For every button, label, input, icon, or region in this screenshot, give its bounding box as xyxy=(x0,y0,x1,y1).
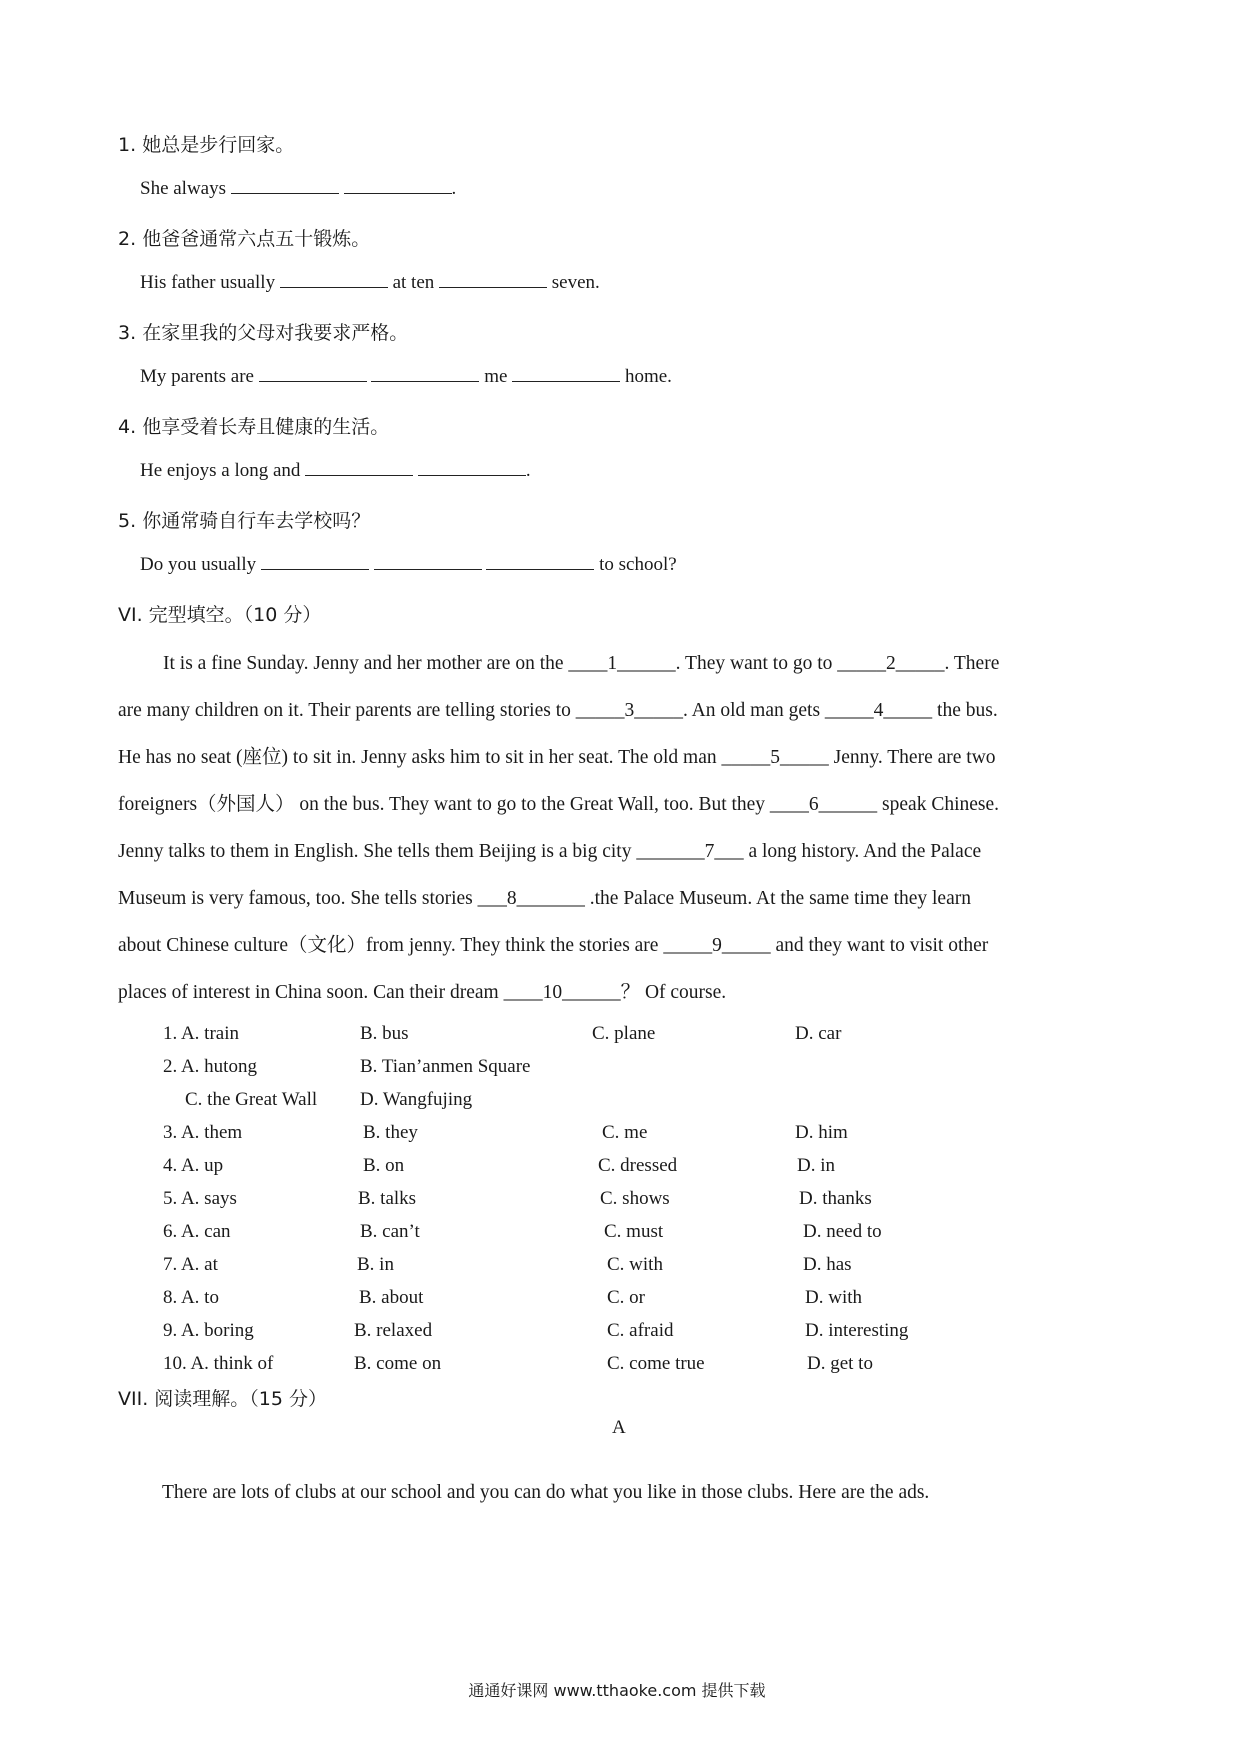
option-a[interactable]: A. says xyxy=(180,1188,237,1209)
option-a[interactable]: A. train xyxy=(180,1023,239,1044)
question-1-answer: She always . xyxy=(140,178,457,199)
option-c[interactable]: C. shows xyxy=(600,1188,670,1209)
passage-line: Museum is very famous, too. She tells stories ___8_______ .the Palace Museum. At the same time they learn xyxy=(118,888,971,909)
question-4-prompt: 4. 他享受着长寿且健康的生活。 xyxy=(118,416,390,438)
question-1-prompt: 1. 她总是步行回家。 xyxy=(118,134,295,156)
question-3-answer: My parents are me home. xyxy=(140,366,672,387)
passage-line: are many children on it. Their parents are telling stories to _____3_____. An old man gets _____4_____ the bus. xyxy=(118,700,998,721)
question-2-prompt: 2. 他爸爸通常六点五十锻炼。 xyxy=(118,228,371,250)
option-a[interactable]: A. them xyxy=(180,1122,243,1143)
section-6-title: VI. 完型填空。（10 分） xyxy=(118,604,322,626)
option-a[interactable]: A. think of xyxy=(190,1353,274,1374)
answer-blank[interactable] xyxy=(512,381,620,382)
option-b[interactable]: B. about xyxy=(359,1287,424,1308)
answer-blank[interactable] xyxy=(344,193,452,194)
option-a[interactable]: A. boring xyxy=(180,1320,254,1341)
option-c[interactable]: C. the Great Wall xyxy=(185,1089,318,1110)
option-b[interactable]: B. relaxed xyxy=(354,1320,433,1341)
option-c[interactable]: C. must xyxy=(604,1221,664,1242)
answer-blank[interactable] xyxy=(261,569,369,570)
option-c[interactable]: C. with xyxy=(607,1254,663,1275)
option-number: 7. A. at xyxy=(163,1254,218,1275)
option-number: 2. A. hutong xyxy=(163,1056,257,1077)
answer-blank[interactable] xyxy=(305,475,413,476)
answer-blank[interactable] xyxy=(374,569,482,570)
passage-line: He has no seat (座位) to sit in. Jenny asks him to sit in her seat. The old man _____5_____ Jenny. There are two xyxy=(118,747,996,768)
option-b[interactable]: B. in xyxy=(357,1254,394,1275)
option-a[interactable]: A. hutong xyxy=(180,1056,257,1077)
option-b[interactable]: B. they xyxy=(363,1122,418,1143)
answer-blank[interactable] xyxy=(280,287,388,288)
passage-line: It is a fine Sunday. Jenny and her mother are on the ____1______. They want to go to _____2_____. There xyxy=(163,653,1000,674)
option-b[interactable]: B. on xyxy=(363,1155,405,1176)
option-d[interactable]: D. Wangfujing xyxy=(360,1089,473,1110)
option-a[interactable]: A. can xyxy=(180,1221,231,1242)
question-2-answer: His father usually at ten seven. xyxy=(140,272,600,293)
question-5-answer: Do you usually to school? xyxy=(140,554,677,575)
option-c[interactable]: C. dressed xyxy=(598,1155,678,1176)
option-d[interactable]: D. interesting xyxy=(805,1320,909,1341)
option-b[interactable]: B. can’t xyxy=(360,1221,420,1242)
option-c[interactable]: C. me xyxy=(602,1122,648,1143)
cloze-passage xyxy=(118,640,1121,1016)
option-number: 1. A. train xyxy=(163,1023,239,1044)
option-d[interactable]: D. get to xyxy=(807,1353,873,1374)
answer-blank[interactable] xyxy=(486,569,594,570)
option-a[interactable]: A. to xyxy=(180,1287,219,1308)
reading-intro: There are lots of clubs at our school and you can do what you like in those clubs. Here are the ads. xyxy=(162,1482,930,1503)
option-b[interactable]: B. bus xyxy=(360,1023,409,1044)
question-5-prompt: 5. 你通常骑自行车去学校吗？ xyxy=(118,510,371,532)
option-d[interactable]: D. need to xyxy=(803,1221,882,1242)
answer-blank[interactable] xyxy=(259,381,367,382)
option-c[interactable]: C. plane xyxy=(592,1023,656,1044)
option-number: 10. A. think of xyxy=(163,1353,274,1374)
option-number: 3. A. them xyxy=(163,1122,243,1143)
option-a[interactable]: A. at xyxy=(180,1254,218,1275)
option-b[interactable]: B. come on xyxy=(354,1353,442,1374)
passage-line: places of interest in China soon. Can their dream ____10______？ Of course. xyxy=(118,982,727,1003)
passage-line: about Chinese culture（文化）from jenny. They think the stories are _____9_____ and they want to visit other xyxy=(118,935,989,956)
question-3-prompt: 3. 在家里我的父母对我要求严格。 xyxy=(118,322,409,344)
option-a[interactable]: A. up xyxy=(180,1155,224,1176)
option-d[interactable]: D. thanks xyxy=(799,1188,872,1209)
answer-blank[interactable] xyxy=(418,475,526,476)
option-b[interactable]: B. Tian’anmen Square xyxy=(360,1056,531,1077)
option-d[interactable]: D. with xyxy=(805,1287,862,1308)
answer-blank[interactable] xyxy=(371,381,479,382)
question-4-answer: He enjoys a long and . xyxy=(140,460,531,481)
option-c[interactable]: C. afraid xyxy=(607,1320,674,1341)
option-c[interactable]: C. or xyxy=(607,1287,645,1308)
answer-blank[interactable] xyxy=(439,287,547,288)
option-number: 8. A. to xyxy=(163,1287,219,1308)
option-number: 9. A. boring xyxy=(163,1320,254,1341)
option-number: 6. A. can xyxy=(163,1221,231,1242)
answer-blank[interactable] xyxy=(231,193,339,194)
option-number: 4. A. up xyxy=(163,1155,224,1176)
option-number: 5. A. says xyxy=(163,1188,237,1209)
passage-line: foreigners（外国人） on the bus. They want to go to the Great Wall, too. But they ____6______ speak Chinese. xyxy=(118,794,1000,815)
option-d[interactable]: D. him xyxy=(795,1122,848,1143)
option-b[interactable]: B. talks xyxy=(358,1188,417,1209)
page-footer: 通通好课网 www.tthaoke.com 提供下载 xyxy=(468,1681,766,1700)
option-d[interactable]: D. car xyxy=(795,1023,842,1044)
section-7-title: VII. 阅读理解。（15 分） xyxy=(118,1388,328,1410)
passage-line: Jenny talks to them in English. She tells them Beijing is a big city _______7___ a long history. And the Palace xyxy=(118,841,982,862)
option-d[interactable]: D. in xyxy=(797,1155,835,1176)
passage-label: A xyxy=(612,1417,626,1438)
option-d[interactable]: D. has xyxy=(803,1254,852,1275)
option-c[interactable]: C. come true xyxy=(607,1353,705,1374)
